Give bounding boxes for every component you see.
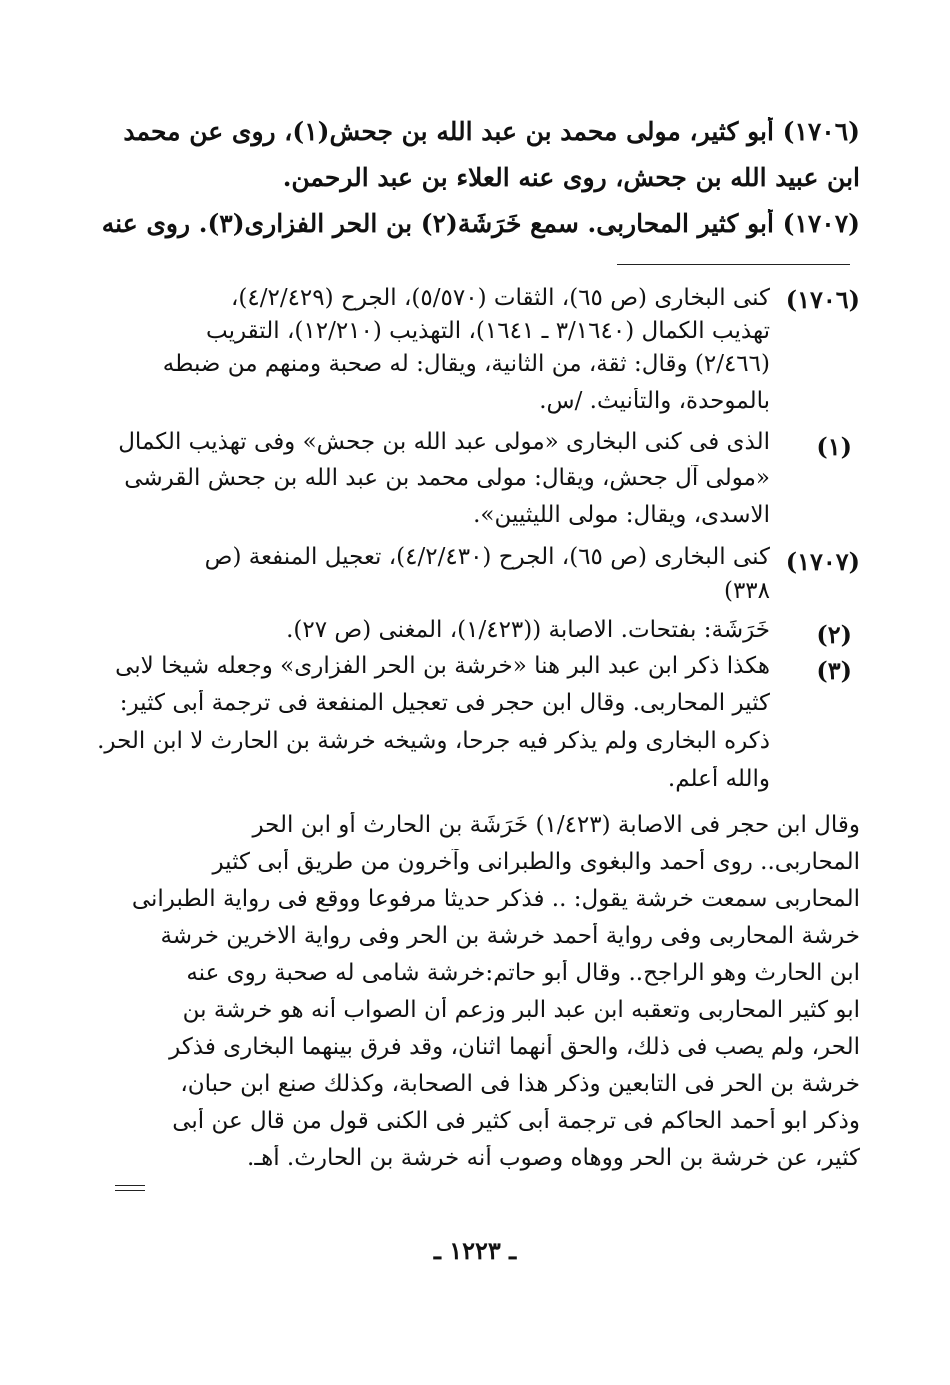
footnote-marker-1707: (١٧٠٧) [785,547,860,576]
continuation-line-2: المحاربى.. روى أحمد والبغوى والطبرانى وآخرون من طريق أبى كثير [212,849,860,875]
footnote-1706-line-2: تهذيب الكمال (٣/١٦٤٠ ـ ١٦٤١)، التهذيب (١٢/٢١٠)، التقريب [206,318,770,344]
footnote-3-line-4: والله أعلم. [667,766,770,792]
footnote-marker-1706: (١٧٠٦) [785,285,860,314]
main-line-1: (١٧٠٦) أبو كثير، مولى محمد بن عبد الله بن جحش(١)، روى عن محمد [123,117,860,146]
footnote-1706-line-3: (٢/٤٦٦) وقال: ثقة، من الثانية، ويقال: له صحبة ومنهم من ضبطه [162,351,770,377]
end-mark-line-2 [115,1190,145,1191]
footnote-1-line-3: الاسدى، ويقال: مولى الليثيين». [473,502,770,528]
footnote-3-line-3: ذكره البخارى ولم يذكر فيه جرحا، وشيخه خرشة بن الحارث لا ابن الحر. [97,728,770,754]
footnote-marker-1: (١) [816,432,852,461]
footnote-3-line-1: هكذا ذكر ابن عبد البر هنا «خرشة بن الحر الفزارى» وجعله شيخا لابى [115,653,770,679]
main-line-3: (١٧٠٧) أبو كثير المحاربى. سمع خَرَشَة(٢) بن الحر الفزارى(٣). روى عنه [101,209,860,238]
page-number: ـ ١٢٢٣ ـ [433,1236,517,1265]
footnote-3-line-2: كثير المحاربى. وقال ابن حجر فى تعجيل المنفعة فى ترجمة أبى كثير: [119,690,770,716]
footnote-1-line-2: «مولى آل جحش، ويقال: مولى محمد بن عبد الله بن جحش القرشى [124,465,770,491]
continuation-line-5: ابن الحارث وهو الراجح.. وقال أبو حاتم:خرشة شامى له صحبة روى عنه [186,960,860,986]
footnote-1707-line-1: كنى البخارى (ص ٦٥)، الجرح (٤/٢/٤٣٠)، تعجيل المنفعة (ص [204,544,770,570]
continuation-line-7: الحر، ولم يصب فى ذلك، والحق أنهما اثنان، وقد فرق بينهما البخارى فذكر [169,1034,860,1060]
continuation-line-9: وذكر ابو أحمد الحاكم فى ترجمة أبى كثير فى الكنى قول من قال عن أبى [172,1108,860,1134]
footnote-1-line-1: الذى فى كنى البخارى «مولى عبد الله بن جحش» وفى تهذيب الكمال [118,429,770,455]
continuation-line-6: ابو كثير المحاربى وتعقبه ابن عبد البر وزعم أن الصواب أنه هو خرشة بن [182,997,860,1023]
continuation-line-1: وقال ابن حجر فى الاصابة (١/٤٢٣) خَرَشَة بن الحارث أو ابن الحر [252,812,860,838]
continuation-line-10: كثير، عن خرشة بن الحر ووهاه وصوب أنه خرشة بن الحارث. أهـ. [247,1145,860,1171]
footnote-1706-line-4: بالموحدة، والتأنيث. /س. [539,388,770,414]
continuation-line-8: خرشة بن الحر فى التابعين وذكر هذا فى الصحابة، وكذلك صنع ابن حبان، [180,1071,860,1097]
footnote-separator [617,264,850,265]
continuation-line-4: خرشة المحاربى وفى رواية أحمد خرشة بن الحر وفى رواية الاخرين خرشة [160,923,860,949]
end-mark-line-1 [115,1185,145,1186]
footnote-marker-3: (٣) [816,656,852,685]
footnote-marker-2: (٢) [816,620,852,649]
footnote-2-line-1: خَرَشَة: بفتحات. الاصابة ((١/٤٢٣)، المغنى (ص ٢٧). [286,617,770,643]
footnote-1706-line-1: كنى البخارى (ص ٦٥)، الثقات (٥/٥٧٠)، الجرح (٤/٢/٤٢٩)، [230,285,770,311]
continuation-line-3: المحاربى سمعت خرشة يقول: .. فذكر حديثا مرفوعا ووقع فى رواية الطبرانى [131,886,860,912]
main-line-2: ابن عبيد الله بن جحش، روى عنه العلاء بن عبد الرحمن. [282,163,860,192]
footnote-1707-line-2: ٣٣٨) [723,578,770,604]
